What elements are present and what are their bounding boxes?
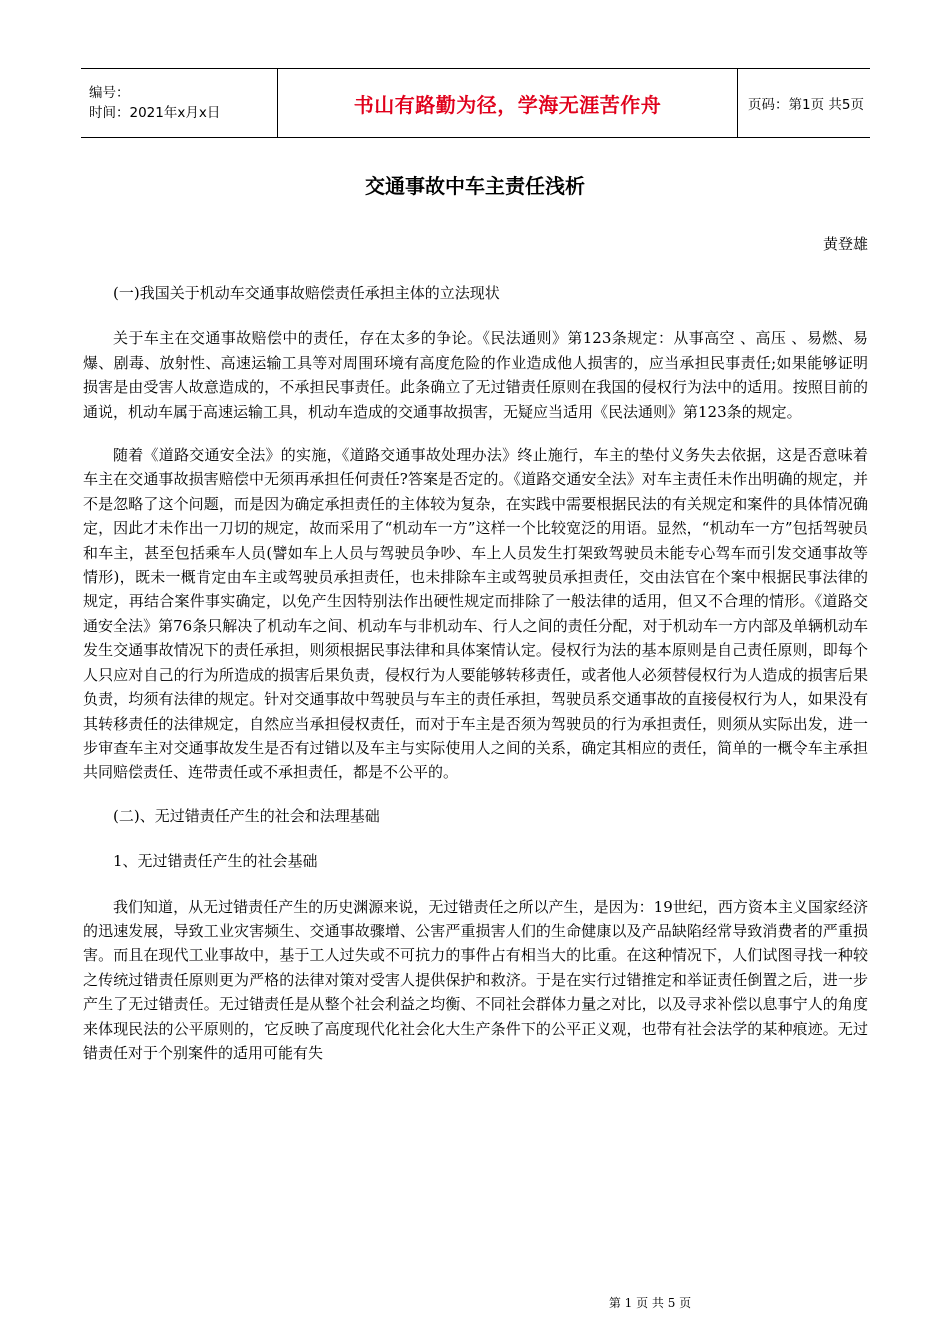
- page-label: 页码：第1页 共5页: [748, 97, 864, 113]
- paragraph: 随着《道路交通安全法》的实施，《道路交通事故处理办法》终止施行，车主的垫付义务失去依据，这是否意味着车主在交通事故损害赔偿中无须再承担任何责任?答案是否定的。《道路交通安全法》对车主责任未作出明确的规定，并不是忽略了这个问题，而是因为确定承担责任的主体较为复杂，在实践中需要根据民法的有关规定和案件的具体情况确定，因此才未作出一刀切的规定，故而采用了“机动车一方”这样一个比较宽泛的用语。显然，“机动车一方”包括驾驶员和车主，甚至包括乘车人员(譬如车上人员与驾驶员争吵、车上人员发生打架致驾驶员未能专心驾车而引发交通事故等情形)，既未一概肯定由车主或驾驶员承担责任，也未排除车主或驾驶员承担责任，交由法官在个案中根据民事法律的规定，再结合案件事实确定，以免产生因特别法作出硬性规定而排除了一般法律的适用，但又不合理的情形。《道路交通安全法》第76条只解决了机动车之间、机动车与非机动车、行人之间的责任分配，对于机动车一方内部及单辆机动车发生交通事故情况下的责任承担，则须根据民事法律和具体案情认定。侵权行为法的基本原则是自己责任原则，即每个人只应对自己的行为所造成的损害后果负责，侵权行为人要能够转移责任，或者他人必须替侵权行为人造成的损害后果负责，均须有法律的规定。针对交通事故中驾驶员与车主的责任承担，驾驶员系交通事故的直接侵权行为人，如果没有其转移责任的法律规定，自然应当承担侵权责任，而对于车主是否须为驾驶员的行为承担责任，则须从实际出发，进一步审查车主对交通事故发生是否有过错以及车主与实际使用人之间的关系，确定其相应的责任，简单的一概令车主承担共同赔偿责任、连带责任或不承担责任，都是不公平的。: [83, 446, 868, 782]
- paragraph: 关于车主在交通事故赔偿中的责任，存在太多的争论。《民法通则》第123条规定：从事高空 、高压 、易燃、易爆、剧毒、放射性、高速运输工具等对周围环境有高度危险的作业造成他人损害的，应当承担民事责任;如果能够证明损害是由受害人故意造成的，不承担民事责任。此条确立了无过错责任原则在我国的侵权行为法中的适用。按照目前的通说，机动车属于高速运输工具，机动车造成的交通事故损害，无疑应当适用《民法通则》第123条的规定。: [83, 329, 868, 421]
- header-motto-cell: [278, 69, 738, 137]
- document-header: [81, 68, 870, 138]
- header-motto: 书山有路勤为径，学海无涯苦作舟: [353, 92, 662, 117]
- header-page-cell: [738, 69, 870, 137]
- document-title: 交通事故中车主责任浅析: [365, 174, 585, 198]
- number-label: 编号：: [89, 85, 130, 101]
- time-label: 时间：2021年x月x日: [89, 105, 221, 121]
- header-meta: [81, 69, 278, 137]
- page-footer: 第 1 页 共 5 页: [608, 1296, 692, 1310]
- subsection-heading: 1、无过错责任产生的社会基础: [113, 852, 318, 871]
- document-body: [83, 281, 868, 1084]
- section-heading-2: (二)、无过错责任产生的社会和法理基础: [113, 806, 380, 825]
- section-heading-1: (一)我国关于机动车交通事故赔偿责任承担主体的立法现状: [113, 284, 500, 302]
- paragraph: 我们知道，从无过错责任产生的历史渊源来说，无过错责任之所以产生，是因为：19世纪，西方资本主义国家经济的迅速发展，导致工业灾害频生、交通事故骤增、公害严重损害人们的生命健康以及产品缺陷经常导致消费者的严重损害。而且在现代工业事故中，基于工人过失或不可抗力的事件占有相当大的比重。在这种情况下，人们试图寻找一种较之传统过错责任原则更为严格的法律对策对受害人提供保护和救济。于是在实行过错推定和举证责任倒置之后，进一步产生了无过错责任。无过错责任是从整个社会利益之均衡、不同社会群体力量之对比，以及寻求补偿以息事宁人的角度来体现民法的公平原则的，它反映了高度现代化社会化大生产条件下的公平正义观，也带有社会法学的某种痕迹。无过错责任对于个别案件的适用可能有失: [83, 897, 868, 1062]
- document-author: 黄登雄: [822, 235, 868, 253]
